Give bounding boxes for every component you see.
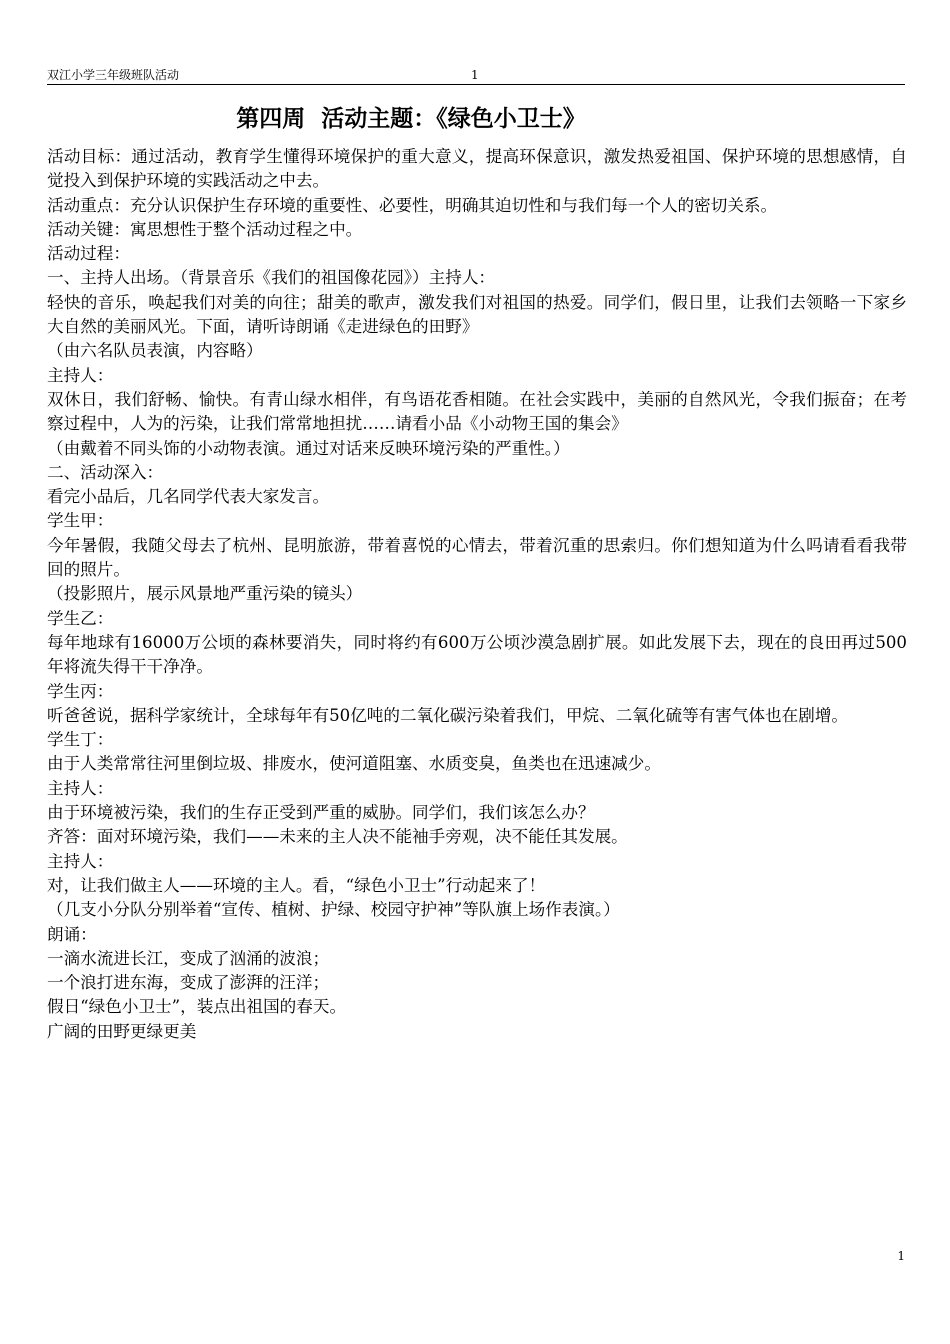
paragraph: 活动目标：通过活动，教育学生懂得环境保护的重大意义，提高环保意识，激发热爱祖国、保护环境的思想感情，自觉投入到保护环境的实践活动之中去。 [47, 147, 907, 191]
paragraph: 双休日，我们舒畅、愉快。有青山绿水相伴，有鸟语花香相随。在社会实践中，美丽的自然风光，令我们振奋；在考察过程中，人为的污染，让我们常常地担扰……请看小品《小动物王国的集会》 [47, 389, 907, 434]
paragraph: 看完小品后，几名同学代表大家发言。 [47, 487, 330, 507]
paragraph: 学生丙： [47, 681, 114, 701]
paragraph: （由戴着不同头饰的小动物表演。通过对话来反映环境污染的严重性。） [47, 438, 570, 458]
paragraph: 朗诵： [47, 924, 97, 944]
footer-page-number: 1 [897, 1249, 905, 1263]
paragraph: 活动关键：寓思想性于整个活动过程之中。 [47, 219, 363, 239]
paragraph: 一个浪打进东海，变成了澎湃的汪洋； [47, 973, 330, 993]
paragraph: 由于人类常常往河里倒垃圾、排废水，使河道阻塞、水质变臭，鱼类也在迅速减少。 [47, 754, 661, 774]
document-title: 第四周 活动主题：《绿色小卫士》 [236, 105, 586, 132]
paragraph: （几支小分队分别举着“宣传、植树、护绿、校园守护神”等队旗上场作表演。） [47, 900, 620, 920]
paragraph: 二、活动深入： [47, 462, 164, 482]
paragraph: 主持人： [47, 365, 114, 385]
paragraph: 广阔的田野更绿更美 [47, 1021, 197, 1041]
paragraph: 主持人： [47, 851, 114, 871]
paragraph: 一、主持人出场。（背景音乐《我们的祖国像花园》）主持人： [47, 268, 496, 288]
paragraph: 轻快的音乐，唤起我们对美的向往；甜美的歌声，激发我们对祖国的热爱。同学们，假日里，让我们去领略一下家乡大自然的美丽风光。下面，请听诗朗诵《走进绿色的田野》 [47, 292, 907, 337]
paragraph: 学生丁： [47, 730, 114, 750]
paragraph: 齐答：面对环境污染，我们——未来的主人决不能袖手旁观，决不能任其发展。 [47, 827, 628, 847]
paragraph: 对，让我们做主人——环境的主人。看，“绿色小卫士”行动起来了！ [47, 875, 546, 895]
paragraph: 活动过程： [47, 244, 130, 264]
paragraph: 一滴水流进长江，变成了汹涌的波浪； [47, 948, 330, 968]
paragraph: 主持人： [47, 778, 114, 798]
paragraph: 学生乙： [47, 608, 114, 628]
paragraph: 听爸爸说，据科学家统计，全球每年有50亿吨的二氧化碳污染着我们，甲烷、二氧化硫等有害气体也在剧增。 [47, 705, 849, 725]
paragraph: 学生甲： [47, 511, 114, 531]
header-page-number: 1 [471, 68, 479, 82]
paragraph: （由六名队员表演，内容略） [47, 341, 263, 361]
paragraph: 活动重点：充分认识保护生存环境的重要性、必要性，明确其迫切性和与我们每一个人的密切关系。 [47, 195, 778, 215]
document-body [47, 145, 907, 1044]
header-title: 双江小学三年级班队活动 [47, 68, 180, 82]
paragraph: （投影照片，展示风景地严重污染的镜头） [47, 584, 363, 604]
paragraph: 假日“绿色小卫士”，装点出祖国的春天。 [47, 997, 347, 1017]
paragraph: 今年暑假，我随父母去了杭州、昆明旅游，带着喜悦的心情去，带着沉重的思索归。你们想知道为什么吗请看看我带回的照片。 [47, 535, 907, 580]
paragraph: 由于环境被污染，我们的生存正受到严重的威胁。同学们，我们该怎么办？ [47, 803, 595, 823]
page-header [47, 66, 905, 85]
paragraph: 每年地球有16000万公顷的森林要消失，同时将约有600万公顷沙漠急剧扩展。如此发展下去，现在的良田再过500年将流失得干干净净。 [47, 632, 907, 677]
